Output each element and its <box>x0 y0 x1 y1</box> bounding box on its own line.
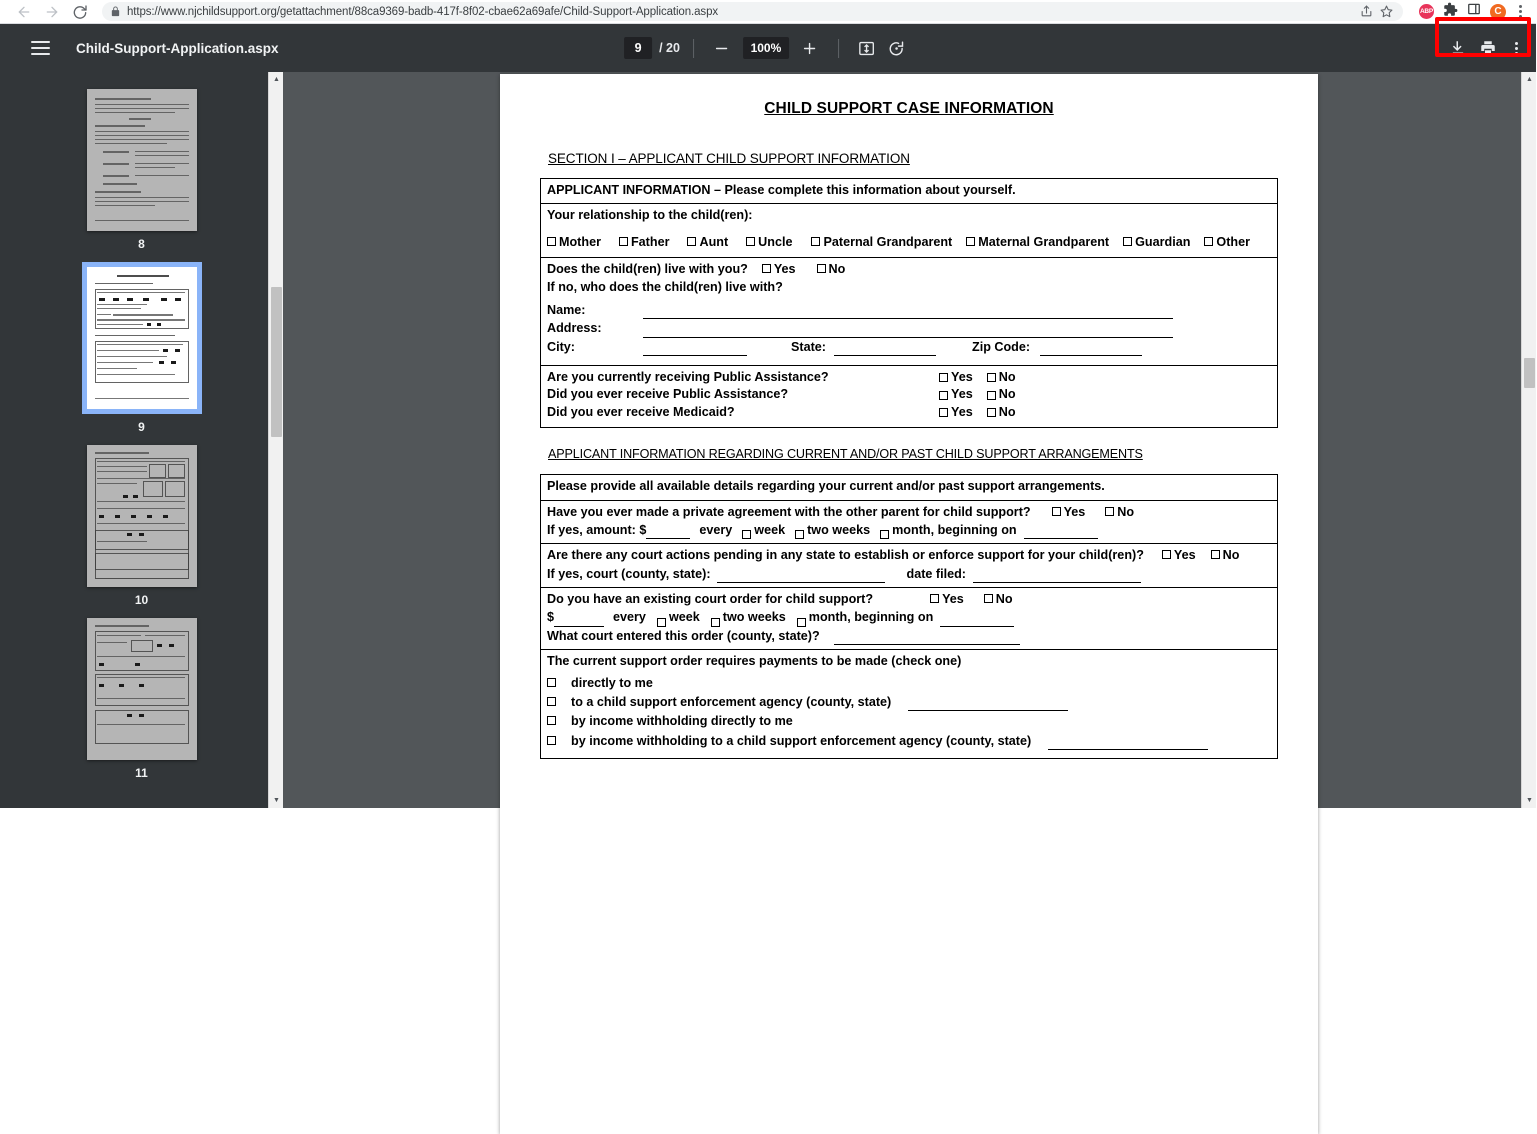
checkbox-icon[interactable] <box>930 594 939 603</box>
checkbox-icon[interactable] <box>762 264 771 273</box>
thumbnail-page-9[interactable] <box>82 262 202 414</box>
live-with-cell <box>541 258 1278 366</box>
existing-amount-label: $ <box>547 610 555 625</box>
thumbnail-page-label: 11 <box>135 766 148 780</box>
puzzle-extensions-icon[interactable] <box>1443 2 1458 22</box>
extension-icons <box>1409 2 1526 22</box>
state-label: State: <box>791 339 826 354</box>
date-filed-input-line[interactable] <box>973 570 1141 583</box>
name-input-line[interactable] <box>643 306 1173 319</box>
existing-amount-row: $ every week two weeks month, beginning on <box>547 609 1271 626</box>
checkbox-icon[interactable] <box>687 237 696 246</box>
checkbox-icon[interactable] <box>817 264 826 273</box>
thumbnail-list <box>0 72 283 791</box>
contact-fields <box>547 302 1271 356</box>
checkbox-icon[interactable] <box>547 697 556 706</box>
name-field-row <box>547 302 1271 319</box>
table-row <box>541 258 1278 366</box>
reload-button[interactable] <box>66 1 94 23</box>
scroll-up-arrow-icon[interactable]: ▲ <box>1526 76 1533 83</box>
assistance-row: Did you ever receive Medicaid? Yes No <box>547 404 1271 421</box>
zoom-level-input[interactable]: 100% <box>743 37 789 59</box>
checkbox-icon[interactable] <box>984 594 993 603</box>
applicant-info-header: APPLICANT INFORMATION – Please complete this information about yourself. <box>541 179 1278 204</box>
browser-menu-icon[interactable] <box>1515 5 1526 18</box>
payment-method-cell <box>541 650 1278 759</box>
table-row <box>541 179 1278 204</box>
pdf-toolbar-right <box>1443 33 1524 63</box>
every-label: every <box>613 610 646 625</box>
zoom-in-button[interactable] <box>795 33 825 63</box>
scroll-down-arrow-icon[interactable]: ▼ <box>1526 797 1533 804</box>
what-court-input-line[interactable] <box>834 632 1020 645</box>
thumbnail-page-10[interactable] <box>87 445 197 587</box>
checkbox-icon[interactable] <box>795 530 804 539</box>
checkbox-icon[interactable] <box>547 237 556 246</box>
checkbox-icon[interactable] <box>711 618 720 627</box>
city-state-zip-row <box>547 339 1271 356</box>
relationship-option-father[interactable]: Father <box>619 235 670 249</box>
checkbox-icon[interactable] <box>939 408 948 417</box>
city-input-line[interactable] <box>643 343 747 356</box>
page-number-input[interactable]: 9 <box>624 37 652 59</box>
private-amount-row: If yes, amount: $ every week two weeks month, beginning on <box>547 522 1271 539</box>
assistance-question: Did you ever receive Public Assistance? <box>547 387 789 402</box>
public-assistance-cell <box>541 366 1278 428</box>
court-label: If yes, court (county, state): <box>547 566 711 581</box>
date-filed-label: date filed: <box>906 566 966 581</box>
payment-option-directly-to-me[interactable]: directly to me <box>547 675 1271 692</box>
sidebar-scrollbar[interactable] <box>268 72 283 808</box>
fit-to-page-icon[interactable] <box>852 33 882 63</box>
agency-input-line[interactable] <box>908 698 1068 711</box>
thumbnail-page-label: 9 <box>138 420 145 434</box>
court-actions-question-row: Are there any court actions pending in any state to establish or enforce support for your child(ren)? Yes No <box>547 548 1240 563</box>
assistance-question: Are you currently receiving Public Assistance? <box>547 370 829 384</box>
checkbox-icon[interactable] <box>987 408 996 417</box>
court-filed-row <box>547 566 1271 583</box>
table-row <box>541 475 1278 500</box>
relationship-options <box>547 234 1271 251</box>
court-input-line[interactable] <box>717 570 885 583</box>
existing-amount-input-line[interactable] <box>554 614 604 627</box>
relationship-option-other[interactable]: Other <box>1204 235 1250 249</box>
assistance-row: Did you ever receive Public Assistance? Yes No <box>547 386 1271 403</box>
court-actions-cell <box>541 544 1278 588</box>
section-heading: SECTION I – APPLICANT CHILD SUPPORT INFORMATION <box>548 151 910 166</box>
pdf-viewer <box>0 72 1536 808</box>
download-button[interactable] <box>1443 33 1473 63</box>
withholding-agency-input-line[interactable] <box>1048 737 1208 750</box>
address-input-line[interactable] <box>643 325 1173 338</box>
back-button[interactable] <box>10 1 38 23</box>
checkbox-icon[interactable] <box>1204 237 1213 246</box>
pdf-page-area <box>283 72 1536 808</box>
thumbnail-page-8[interactable] <box>87 89 197 231</box>
relationship-option-mother[interactable]: Mother <box>547 235 601 249</box>
arrangements-header: Please provide all available details regarding your current and/or past support arrangements. <box>541 475 1278 500</box>
state-input-line[interactable] <box>834 343 936 356</box>
thumbnail-item-selected[interactable] <box>82 262 202 434</box>
checkbox-icon[interactable] <box>939 373 948 382</box>
thumbnail-sidebar[interactable] <box>0 72 283 808</box>
lock-icon <box>110 6 121 17</box>
address-field-row <box>547 320 1271 337</box>
thumbnail-page-11[interactable] <box>87 618 197 760</box>
payment-options-list <box>547 675 1271 751</box>
assistance-question: Did you ever receive Medicaid? <box>547 404 735 419</box>
checkbox-icon[interactable] <box>1105 507 1114 516</box>
zip-label: Zip Code: <box>972 339 1031 354</box>
scroll-up-arrow-icon[interactable]: ▲ <box>273 76 280 83</box>
relationship-option-maternal-grandparent[interactable]: Maternal Grandparent <box>966 235 1109 249</box>
table-row <box>541 588 1278 650</box>
forward-button[interactable] <box>38 1 66 23</box>
relationship-option-paternal-grandparent[interactable]: Paternal Grandparent <box>811 235 952 249</box>
arrangements-heading: APPLICANT INFORMATION REGARDING CURRENT AND/OR PAST CHILD SUPPORT ARRANGEMENTS <box>548 447 1143 462</box>
pdf-viewer-toolbar <box>0 24 1536 72</box>
assistance-row: Are you currently receiving Public Assistance? Yes No <box>547 369 1271 386</box>
checkbox-icon[interactable] <box>1052 507 1061 516</box>
support-arrangements-table <box>540 474 1278 759</box>
page-total-label: / 20 <box>659 41 680 55</box>
divider <box>838 39 839 58</box>
abp-extension-icon[interactable]: ABP <box>1419 4 1434 19</box>
name-label: Name: <box>547 302 586 317</box>
pdf-page-9 <box>500 74 1318 1134</box>
checkbox-icon[interactable] <box>547 678 556 687</box>
thumbnail-item[interactable] <box>87 618 197 780</box>
existing-order-cell <box>541 588 1278 650</box>
payment-option-withholding-agency[interactable]: by income withholding to a child support enforcement agency (county, state) <box>547 733 1271 750</box>
scroll-down-arrow-icon[interactable]: ▼ <box>273 797 280 804</box>
table-row <box>541 366 1278 428</box>
every-label: every <box>699 522 733 537</box>
browser-toolbar <box>0 0 1536 24</box>
if-no-question: If no, who does the child(ren) live with? <box>547 279 783 294</box>
table-row <box>541 500 1278 544</box>
checkbox-icon[interactable] <box>619 237 628 246</box>
relationship-option-uncle[interactable]: Uncle <box>746 235 792 249</box>
payment-option-withholding-to-me[interactable]: by income withholding directly to me <box>547 713 1271 730</box>
thumbnail-page-label: 10 <box>134 593 149 607</box>
checkbox-icon[interactable] <box>657 618 666 627</box>
checkbox-icon[interactable] <box>987 391 996 400</box>
what-court-row <box>547 628 1271 645</box>
relationship-prompt: Your relationship to the child(ren): <box>547 208 753 223</box>
payments-header: The current support order requires payments to be made (check one) <box>547 654 962 669</box>
checkbox-icon[interactable] <box>987 373 996 382</box>
what-court-label: What court entered this order (county, state)? <box>547 628 820 643</box>
checkbox-icon[interactable] <box>746 237 755 246</box>
payment-option-agency[interactable]: to a child support enforcement agency (county, state) <box>547 694 1271 711</box>
table-row <box>541 650 1278 759</box>
amount-input-line[interactable] <box>646 526 690 539</box>
checkbox-icon[interactable] <box>547 716 556 725</box>
city-label: City: <box>547 339 575 354</box>
relationship-option-aunt[interactable]: Aunt <box>687 235 728 249</box>
table-row <box>541 544 1278 588</box>
address-bar[interactable] <box>102 2 1403 21</box>
sidebar-scrollbar-thumb[interactable] <box>271 287 282 437</box>
pdf-toolbar-center <box>624 24 912 72</box>
thumbnail-page-label: 8 <box>138 237 145 251</box>
existing-beginning-date-line[interactable] <box>940 614 1014 627</box>
private-agreement-question-row: Have you ever made a private agreement with the other parent for child support? Yes No <box>547 504 1135 519</box>
relationship-option-guardian[interactable]: Guardian <box>1123 235 1190 249</box>
existing-order-question-row: Do you have an existing court order for child support? Yes No <box>547 592 1013 606</box>
bookmark-star-icon[interactable] <box>1377 3 1395 21</box>
checkbox-icon[interactable] <box>880 530 889 539</box>
avatar[interactable]: C <box>1490 4 1506 20</box>
checkbox-icon[interactable] <box>547 736 556 745</box>
beginning-date-input-line[interactable] <box>1024 526 1098 539</box>
rotate-clockwise-icon[interactable] <box>882 33 912 63</box>
table-row <box>541 204 1278 258</box>
main-scrollbar-thumb[interactable] <box>1524 358 1535 388</box>
share-icon[interactable] <box>1357 3 1375 21</box>
pdf-file-name: Child-Support-Application.aspx <box>76 40 279 56</box>
print-button[interactable] <box>1473 33 1503 63</box>
amount-label: If yes, amount: $ <box>547 522 647 537</box>
checkbox-icon[interactable] <box>811 237 820 246</box>
checkbox-icon[interactable] <box>939 391 948 400</box>
url-text: https://www.njchildsupport.org/getattachment/88ca9369-badb-417f-8f02-cbae62a69afe/Child-Support-Application.aspx <box>127 5 719 18</box>
relationship-cell <box>541 204 1278 258</box>
checkbox-icon[interactable] <box>1211 550 1220 559</box>
checkbox-icon[interactable] <box>1162 550 1171 559</box>
zoom-out-button[interactable] <box>707 33 737 63</box>
sidebar-toggle-icon[interactable] <box>22 30 58 66</box>
divider <box>693 39 694 58</box>
thumbnail-item[interactable] <box>87 89 197 251</box>
address-label: Address: <box>547 321 602 336</box>
checkbox-icon[interactable] <box>1123 237 1132 246</box>
page-title: CHILD SUPPORT CASE INFORMATION <box>764 100 1054 117</box>
live-with-question-row: Does the child(ren) live with you? Yes No <box>547 262 846 277</box>
checkbox-icon[interactable] <box>966 237 975 246</box>
applicant-information-table <box>540 178 1278 428</box>
private-agreement-cell <box>541 500 1278 544</box>
main-scrollbar[interactable] <box>1521 72 1536 808</box>
checkbox-icon[interactable] <box>797 618 806 627</box>
thumbnail-item[interactable] <box>87 445 197 607</box>
pdf-more-actions-icon[interactable] <box>1511 42 1522 55</box>
zip-input-line[interactable] <box>1040 343 1142 356</box>
sidepanel-icon[interactable] <box>1467 2 1481 21</box>
checkbox-icon[interactable] <box>742 530 751 539</box>
